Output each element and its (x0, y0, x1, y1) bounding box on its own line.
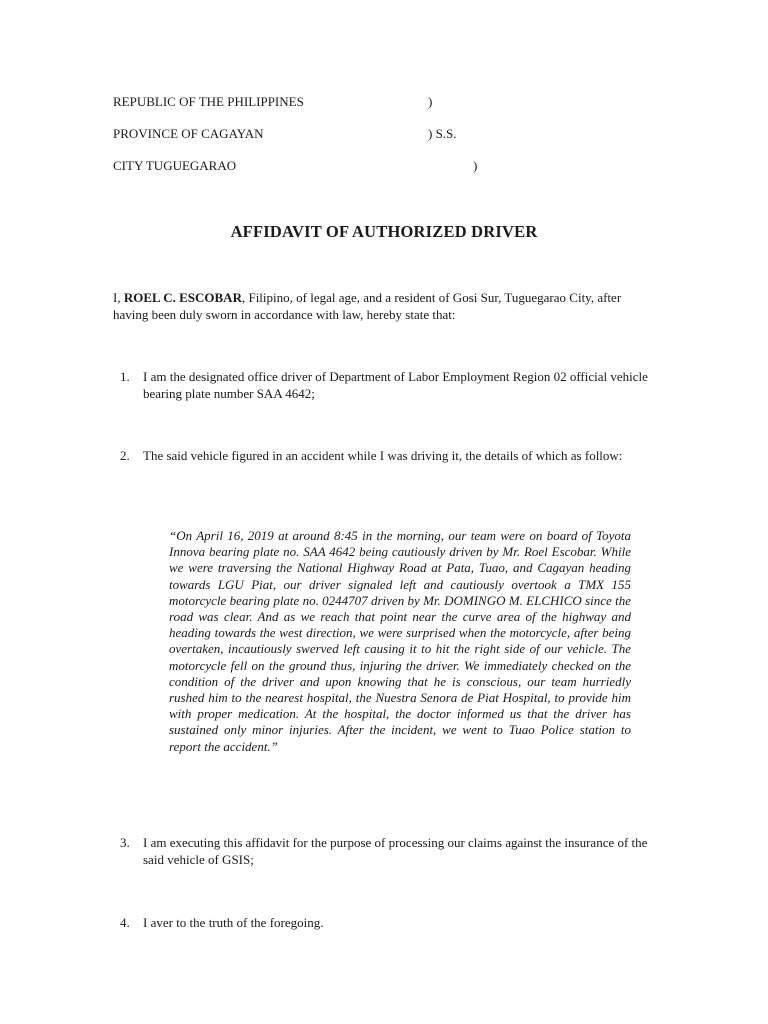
venue-ss-mark: ) S.S. (428, 126, 457, 141)
incident-quote: “On April 16, 2019 at around 8:45 in the morning, our team were on board of Toyota Innova bearing plate no. SAA 4642 being cautiously driven by Mr. Roel Escobar. While we were traversing the National Highway Road at Pata, Tuao, and Cagayan heading towards LGU Piat, our driver signaled left and cautiously overtook a TMX 155 motorcycle bearing plate no. 0244707 driven by Mr. DOMINGO M. ELCHICO since the road was clear. And as we reach that point near the curve area of the highway and heading towards the west direction, we were surprised when the motorcycle, after being overtaken, incautiously swerved left causing it to hit the right side of our vehicle. The motorcycle fell on the ground thus, injuring the driver. We immediately checked on the condition of the driver and upon knowing that he is conscious, our team hurriedly rushed him to the nearest hospital, the Nuestra Senora de Piat Hospital, to provide him with proper medication. At the hospital, the doctor informed us that the driver has sustained only minor injuries. After the incident, we went to Tuao Police station to report the accident.” (169, 528, 631, 754)
list-text: I aver to the truth of the foregoing. (143, 915, 324, 930)
list-number: 2. (120, 448, 130, 463)
document-title: AFFIDAVIT OF AUTHORIZED DRIVER (230, 222, 538, 241)
venue-province: PROVINCE OF CAGAYAN (113, 126, 264, 141)
list-text: The said vehicle figured in an accident while I was driving it, the details of which as follow: (143, 448, 623, 463)
list-number: 4. (120, 915, 130, 930)
intro-paragraph (113, 289, 653, 323)
venue-city: CITY TUGUEGARAO (113, 158, 237, 173)
list-item-3 (113, 835, 658, 868)
list-item-4 (113, 915, 658, 932)
intro-rest: , Filipino, of legal age, and a resident of Gosi Sur, Tuguegarao City, after having been duly sworn in accordance with law, hereby state that: (113, 290, 622, 322)
venue-republic: REPUBLIC OF THE PHILIPPINES (113, 94, 304, 109)
affiant-name: ROEL C. ESCOBAR (123, 290, 242, 305)
list-text: I am the designated office driver of Department of Labor Employment Region 02 official vehicle bearing plate number SAA 4642; (143, 369, 648, 401)
list-number: 1. (120, 369, 130, 384)
venue-bracket-3: ) (473, 158, 478, 173)
list-text: I am executing this affidavit for the purpose of processing our claims against the insurance of the said vehicle of GSIS; (143, 835, 648, 867)
list-number: 3. (120, 835, 130, 850)
list-item-1 (113, 369, 658, 402)
venue-bracket-1: ) (428, 94, 433, 109)
intro-prefix: I, (113, 290, 124, 305)
list-item-2 (113, 448, 658, 465)
